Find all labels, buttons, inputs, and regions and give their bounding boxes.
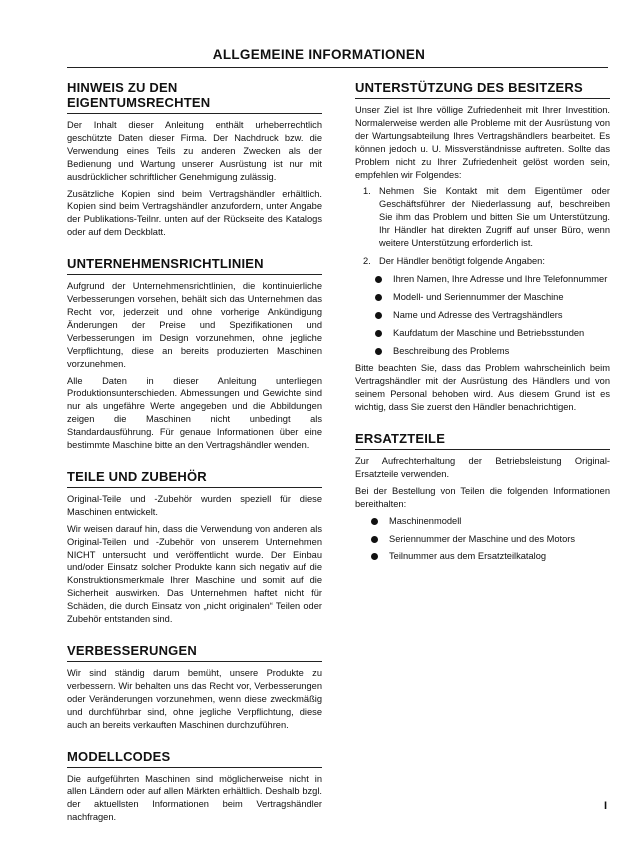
paragraph: Der Inhalt dieser Anleitung enthält urheberrechtlich geschützte Daten dieser Firma. Der Nachdruck bzw. die Verwendung eines Teils zu anderen Zwecken als der Bedienung und Wartung unserer Ausrüstung ist nur mit ausdrücklicher schriftlicher Genehmigung zulässig. (67, 120, 322, 182)
page-title: ALLGEMEINE INFORMATIONEN (212, 47, 426, 62)
section-heading: TEILE UND ZUBEHÖR (67, 469, 322, 488)
list-item-text: Ihren Namen, Ihre Adresse und Ihre Telefonnummer (393, 273, 608, 284)
list-item-text: Teilnummer aus dem Ersatzteilkatalog (389, 551, 547, 562)
section-modellcodes (67, 749, 322, 825)
bullet-icon (371, 536, 378, 543)
section-heading: ERSATZTEILE (355, 431, 610, 450)
section-ersatzteile (355, 431, 610, 563)
list-item (355, 550, 610, 563)
list-item (355, 327, 610, 340)
list-item (355, 515, 610, 528)
list-item-text: Kaufdatum der Maschine und Betriebsstunden (393, 327, 585, 338)
title-rule (67, 67, 608, 68)
list-item (355, 255, 610, 268)
section-eigentumsrechte (67, 80, 322, 239)
list-item-text: Seriennummer der Maschine und des Motors (389, 533, 576, 544)
paragraph: Zusätzliche Kopien sind beim Vertragshändler erhältlich. Kopien sind beim Vertragshändler anzufordern, unter Angabe der Publikations-Teilnr. unten auf der Rückseite des Katalogs oder auf dem Deckblatt. (67, 188, 322, 238)
section-heading: UNTERNEHMENSRICHTLINIEN (67, 256, 322, 275)
list-item-text: Der Händler benötigt folgende Angaben: (379, 255, 545, 266)
list-item (355, 291, 610, 304)
bullet-icon (371, 553, 378, 560)
section-teile-und-zubehoer (67, 469, 322, 626)
paragraph: Original-Teile und -Zubehör wurden speziell für diese Maschinen entwickelt. (67, 493, 322, 517)
bullet-icon (375, 276, 382, 283)
list-item-text: Nehmen Sie Kontakt mit dem Eigentümer oder Geschäftsführer der Niederlassung auf, beschreiben Sie ihm das Problem und bitten Sie um Unterstützung. Ihr Händler hat direkten Zugriff auf unser Büro, wenn weitere Unterstützung erforderlich ist. (379, 186, 610, 249)
list-number: 1. (363, 186, 371, 197)
bullet-list (355, 273, 610, 358)
paragraph: Wir weisen darauf hin, dass die Verwendung von anderen als Original-Teilen und -Zubehör von unserem Unternehmen NICHT untersucht und veröffentlicht wurde. Der Einbau und/oder Einsatz solcher Produkte kann sich negativ auf die Konstruktionsmerkmale Ihrer Maschine und somit auf die Sicherheit auswirken. Das Unternehmen haftet nicht für Schäden, die durch Einsatz von „nicht originalen“ Teilen oder Zubehör entstanden sind. (67, 523, 322, 625)
page-number: I (604, 800, 608, 812)
paragraph: Die aufgeführten Maschinen sind möglicherweise nicht in allen Ländern oder auf allen Märkten erhältlich. Deshalb bzgl. der aktuellsten Informationen beim Vertragshändler nachfragen. (67, 773, 322, 823)
paragraph: Unser Ziel ist Ihre völlige Zufriedenheit mit Ihrer Investition. Normalerweise werden alle Probleme mit der Ausrüstung von der Wartungsabteilung Ihres Vertragshändlers bearbeitet. Es können jedoch u. U. Missverständnisse auftreten. Sollte das Problem nicht zu Ihrer Zufriedenheit gelöst worden sein, empfehlen wir Folgendes: (355, 105, 610, 180)
numbered-list (355, 185, 610, 267)
paragraph: Aufgrund der Unternehmensrichtlinien, die kontinuierliche Verbesserungen vorsehen, behält sich das Unternehmen das Recht vor, jederzeit und ohne vorherige Ankündigung Änderungen der Preise und Spezifikationen und Verbesserungen im Design vorzunehmen, ohne jegliche Verpflichtung, diese an bereits produzierten Maschinen vorzunehmen. (67, 281, 322, 369)
bullet-list (355, 515, 610, 564)
bullet-icon (375, 348, 382, 355)
list-item (355, 309, 610, 322)
section-unterstuetzung-des-besitzers (355, 80, 610, 414)
list-item (355, 345, 610, 358)
list-item-text: Maschinenmodell (389, 515, 462, 526)
bullet-icon (375, 312, 382, 319)
list-item (355, 273, 610, 286)
paragraph: Wir sind ständig darum bemüht, unsere Produkte zu verbessern. Wir behalten uns das Recht vor, Verbesserungen oder Veränderungen vorzunehmen, wenn diese zweckmäßig und durchführbar sind, ohne jegliche Verpflichtung, diese auch an bereits verkauften Maschinen durchzuführen. (67, 668, 322, 730)
section-heading: UNTERSTÜTZUNG DES BESITZERS (355, 80, 610, 99)
right-column (355, 80, 610, 580)
list-item (355, 185, 610, 250)
bullet-icon (375, 294, 382, 301)
list-item-text: Name und Adresse des Vertragshändlers (393, 309, 563, 320)
list-item-text: Modell- und Seriennummer der Maschine (393, 291, 564, 302)
left-column (67, 80, 322, 841)
section-heading: HINWEIS ZU DEN EIGENTUMSRECHTEN (67, 80, 322, 114)
list-item (355, 533, 610, 546)
paragraph: Bitte beachten Sie, dass das Problem wahrscheinlich beim Vertragshändler mit der Ausrüstung des Händlers und von seinem Personal behoben wird. Aus diesem Grund ist es wichtig, dass Sie zuerst den Händler benachrichtigen. (355, 363, 610, 413)
paragraph: Zur Aufrechterhaltung der Betriebsleistung Original-Ersatzteile verwenden. (355, 456, 610, 479)
section-unternehmensrichtlinien (67, 256, 322, 452)
paragraph: Alle Daten in dieser Anleitung unterliegen Produktionsunterschieden. Abmessungen und Gewichte sind nur als ungefähre Werte angegeben und die Abbildungen zeigen die Maschinen nicht unbedingt als Standardausführung. Für genaue Informationen über eine bestimmte Maschine bitte an den Vertragshändler wenden. (67, 375, 322, 451)
list-item-text: Beschreibung des Problems (393, 345, 510, 356)
bullet-icon (375, 330, 382, 337)
list-number: 2. (363, 255, 371, 266)
bullet-icon (371, 518, 378, 525)
section-heading: VERBESSERUNGEN (67, 643, 322, 662)
section-verbesserungen (67, 643, 322, 732)
section-heading: MODELLCODES (67, 749, 322, 768)
paragraph: Bei der Bestellung von Teilen die folgenden Informationen bereithalten: (355, 485, 610, 509)
